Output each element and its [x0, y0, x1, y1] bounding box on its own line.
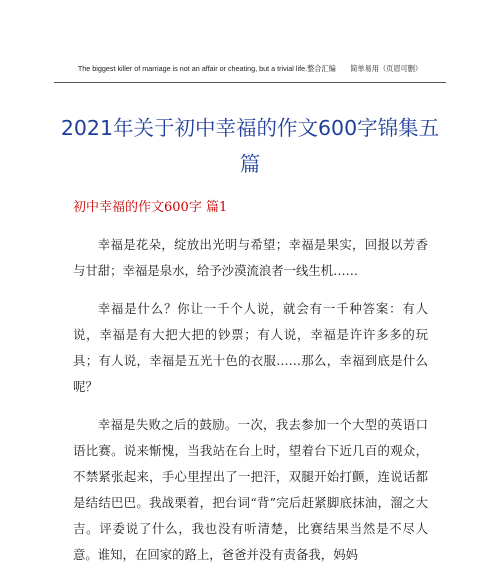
- header-chinese-note: 整合汇编 简单易用（页眉可删）: [307, 64, 423, 73]
- document-title: 2021年关于初中幸福的作文600字锦集五篇: [60, 115, 440, 176]
- paragraph: 幸福是什么？你让一千个人说，就会有一千种答案：有人说，幸福是有大把大把的钞票；有人说，幸福是许许多多的玩具；有人说，幸福是五光十色的衣服……那么，幸福到底是什么呢？: [73, 301, 428, 394]
- paragraph: 幸福是花朵，绽放出光明与希望；幸福是果实，回报以芳香与甘甜；幸福是泉水，给予沙漠流浪者一线生机……: [73, 237, 428, 278]
- header-divider: [54, 82, 446, 83]
- essay-body: [73, 232, 428, 566]
- paragraph: 幸福是失败之后的鼓励。一次，我去参加一个大型的英语口语比赛。说来惭愧，当我站在台上时，望着台下近几百的观众，不禁紧张起来，手心里捏出了一把汗，双腿开始打颤，连说话都是结结巴巴。我战栗着，把台词“背”完后赶紧脚底抹油，溜之大吉。评委说了什么，我也没有听清楚，比赛结果当然是不尽人意。谁知，在回家的路上，爸爸并没有责备我，妈妈: [73, 417, 428, 562]
- header-english-quote: The biggest killer of marriage is not an affair or cheating, but a trivial life.: [77, 64, 308, 73]
- section-heading: 初中幸福的作文600字 篇1: [73, 200, 228, 215]
- running-header: [54, 60, 446, 78]
